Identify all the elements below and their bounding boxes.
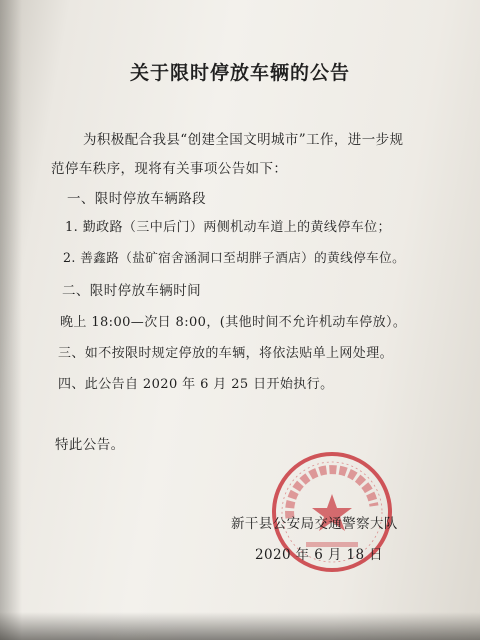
notice-title: 关于限时停放车辆的公告 <box>129 62 350 84</box>
time-line: 晚上 18:00—次日 8:00，(其他时间不允许机动车停放）。 <box>60 315 407 330</box>
intro-line-1: 为积极配合我县“创建全国文明城市”工作，进一步规 <box>83 132 404 148</box>
section-4-text: 四、此公告自 2020 年 6 月 25 日开始执行。 <box>58 377 334 392</box>
issuer-name: 新干县公安局交通警察大队 <box>231 516 398 532</box>
intro-line-2: 范停车秩序，现将有关事项公告如下： <box>51 161 288 177</box>
closing-text: 特此公告。 <box>55 437 125 453</box>
photo-bottom-shadow <box>0 612 480 640</box>
paper-shadow-left <box>0 0 22 640</box>
section-3-text: 三、如不按限时规定停放的车辆，将依法贴单上网处理。 <box>58 346 394 361</box>
route-item-1: 1. 勤政路（三中后门）两侧机动车道上的黄线停车位； <box>65 220 391 235</box>
section-1-heading: 一、限时停放车辆路段 <box>67 191 206 207</box>
section-2-heading: 二、限时停放车辆时间 <box>62 283 201 299</box>
issue-date: 2020 年 6 月 18 日 <box>255 547 384 563</box>
route-item-2: 2. 善鑫路（盐矿宿舍涵洞口至胡胖子酒店）的黄线停车位。 <box>63 250 406 265</box>
